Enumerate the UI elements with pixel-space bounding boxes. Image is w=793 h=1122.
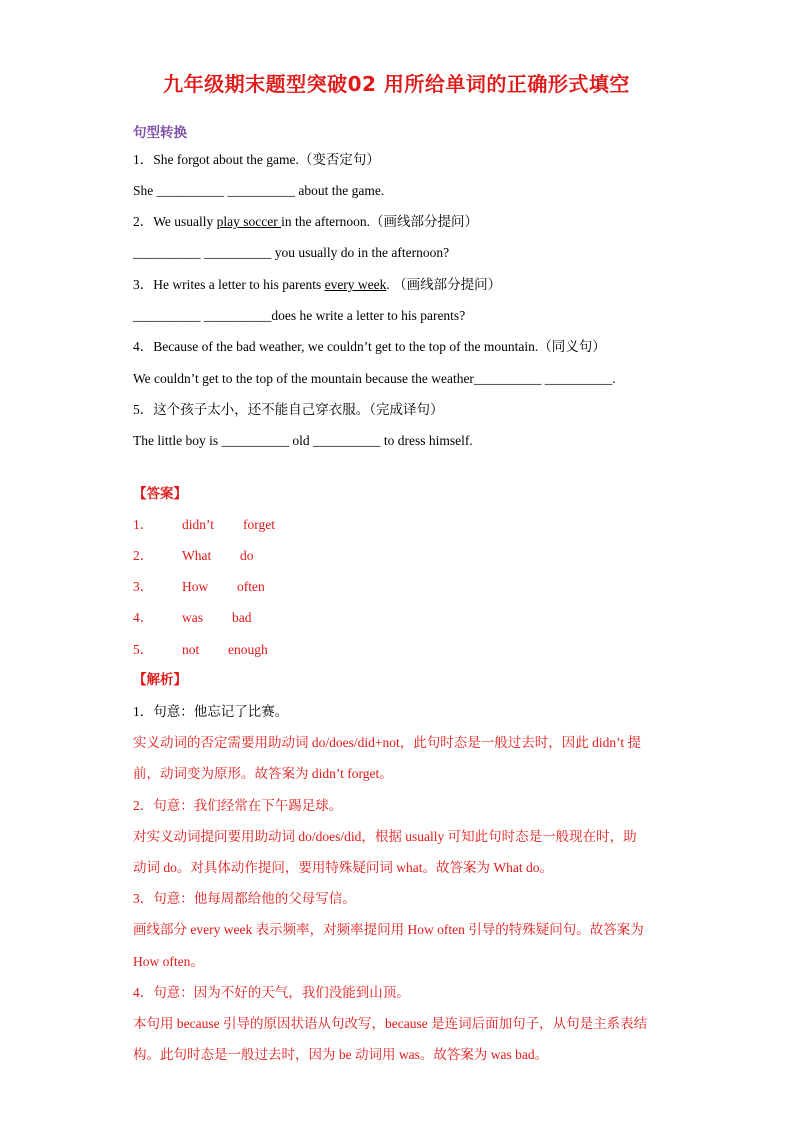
answer-number: 1．	[133, 517, 154, 532]
answer-number: 5．	[133, 642, 154, 657]
answer-number: 3．	[133, 579, 154, 594]
question-2-prefix: 2．We usually	[133, 214, 217, 229]
analysis-line: 1．句意：他忘记了比赛。	[133, 704, 289, 719]
analysis-line: 本句用 because 引导的原因状语从句改写，because 是连词后面加句子，从句是主系表结	[133, 1016, 648, 1031]
answer-word-2: forget	[243, 517, 275, 532]
answer-word-1: What	[182, 548, 212, 563]
question-3-prefix: 3．He writes a letter to his parents	[133, 277, 325, 292]
question-4-blank: We couldn’t get to the top of the mountain because the weather__________ __________.	[133, 371, 616, 386]
document-title: 九年级期末题型突破02 用所给单词的正确形式填空	[163, 72, 630, 96]
analysis-line: 实义动词的否定需要用助动词 do/does/did+not，此句时态是一般过去时，因此 didn’t 提	[133, 735, 641, 750]
analysis-line: 2．句意：我们经常在下午踢足球。	[133, 798, 343, 813]
analysis-line: 对实义动词提问要用助动词 do/does/did，根据 usually 可知此句时态是一般现在时，助	[133, 829, 637, 844]
question-3-blank: __________ __________does he write a letter to his parents?	[133, 308, 466, 323]
analysis-line: 动词 do。对具体动作提问，要用特殊疑问词 what。故答案为 What do。	[133, 860, 553, 875]
question-2	[133, 213, 478, 231]
question-2-underlined: play soccer	[216, 214, 282, 229]
question-1-blank: She __________ __________ about the game.	[133, 183, 385, 198]
question-2-rest: in the afternoon.（画线部分提问）	[281, 214, 478, 229]
question-3	[133, 276, 501, 294]
answer-word-1: How	[182, 579, 209, 594]
question-1: 1．She forgot about the game.（变否定句）	[133, 152, 380, 167]
analysis-line: 3．句意：他每周都给他的父母写信。	[133, 891, 356, 906]
question-2-blank: __________ __________ you usually do in the afternoon?	[133, 245, 450, 260]
answer-header: 【答案】	[133, 486, 187, 502]
analysis-line: 4．句意：因为不好的天气，我们没能到山顶。	[133, 985, 410, 1000]
question-3-rest: . （画线部分提问）	[386, 277, 502, 292]
question-5-blank: The little boy is __________ old __________ to dress himself.	[133, 433, 473, 448]
analysis-line: 构。此句时态是一般过去时，因为 be 动词用 was。故答案为 was bad。	[133, 1047, 549, 1062]
answer-word-1: not	[182, 642, 200, 657]
answer-word-1: didn’t	[182, 517, 215, 532]
question-3-underlined: every week	[324, 277, 387, 292]
answer-word-2: do	[240, 548, 254, 563]
answer-number: 4．	[133, 610, 154, 625]
analysis-header: 【解析】	[133, 672, 187, 688]
answer-word-2: bad	[232, 610, 252, 625]
analysis-line: 前，动词变为原形。故答案为 didn’t forget。	[133, 766, 393, 781]
analysis-line: 画线部分 every week 表示频率，对频率提问用 How often 引导的特殊疑问句。故答案为	[133, 922, 644, 937]
section-heading: 句型转换	[133, 125, 187, 141]
question-4: 4．Because of the bad weather, we couldn’t get to the top of the mountain.（同义句）	[133, 339, 606, 354]
question-5: 5．这个孩子太小，还不能自己穿衣服。（完成译句）	[133, 402, 444, 417]
answer-word-2: enough	[228, 642, 268, 657]
answer-word-2: often	[237, 579, 265, 594]
answer-word-1: was	[182, 610, 203, 625]
analysis-line: How often。	[133, 954, 204, 969]
answer-number: 2．	[133, 548, 154, 563]
